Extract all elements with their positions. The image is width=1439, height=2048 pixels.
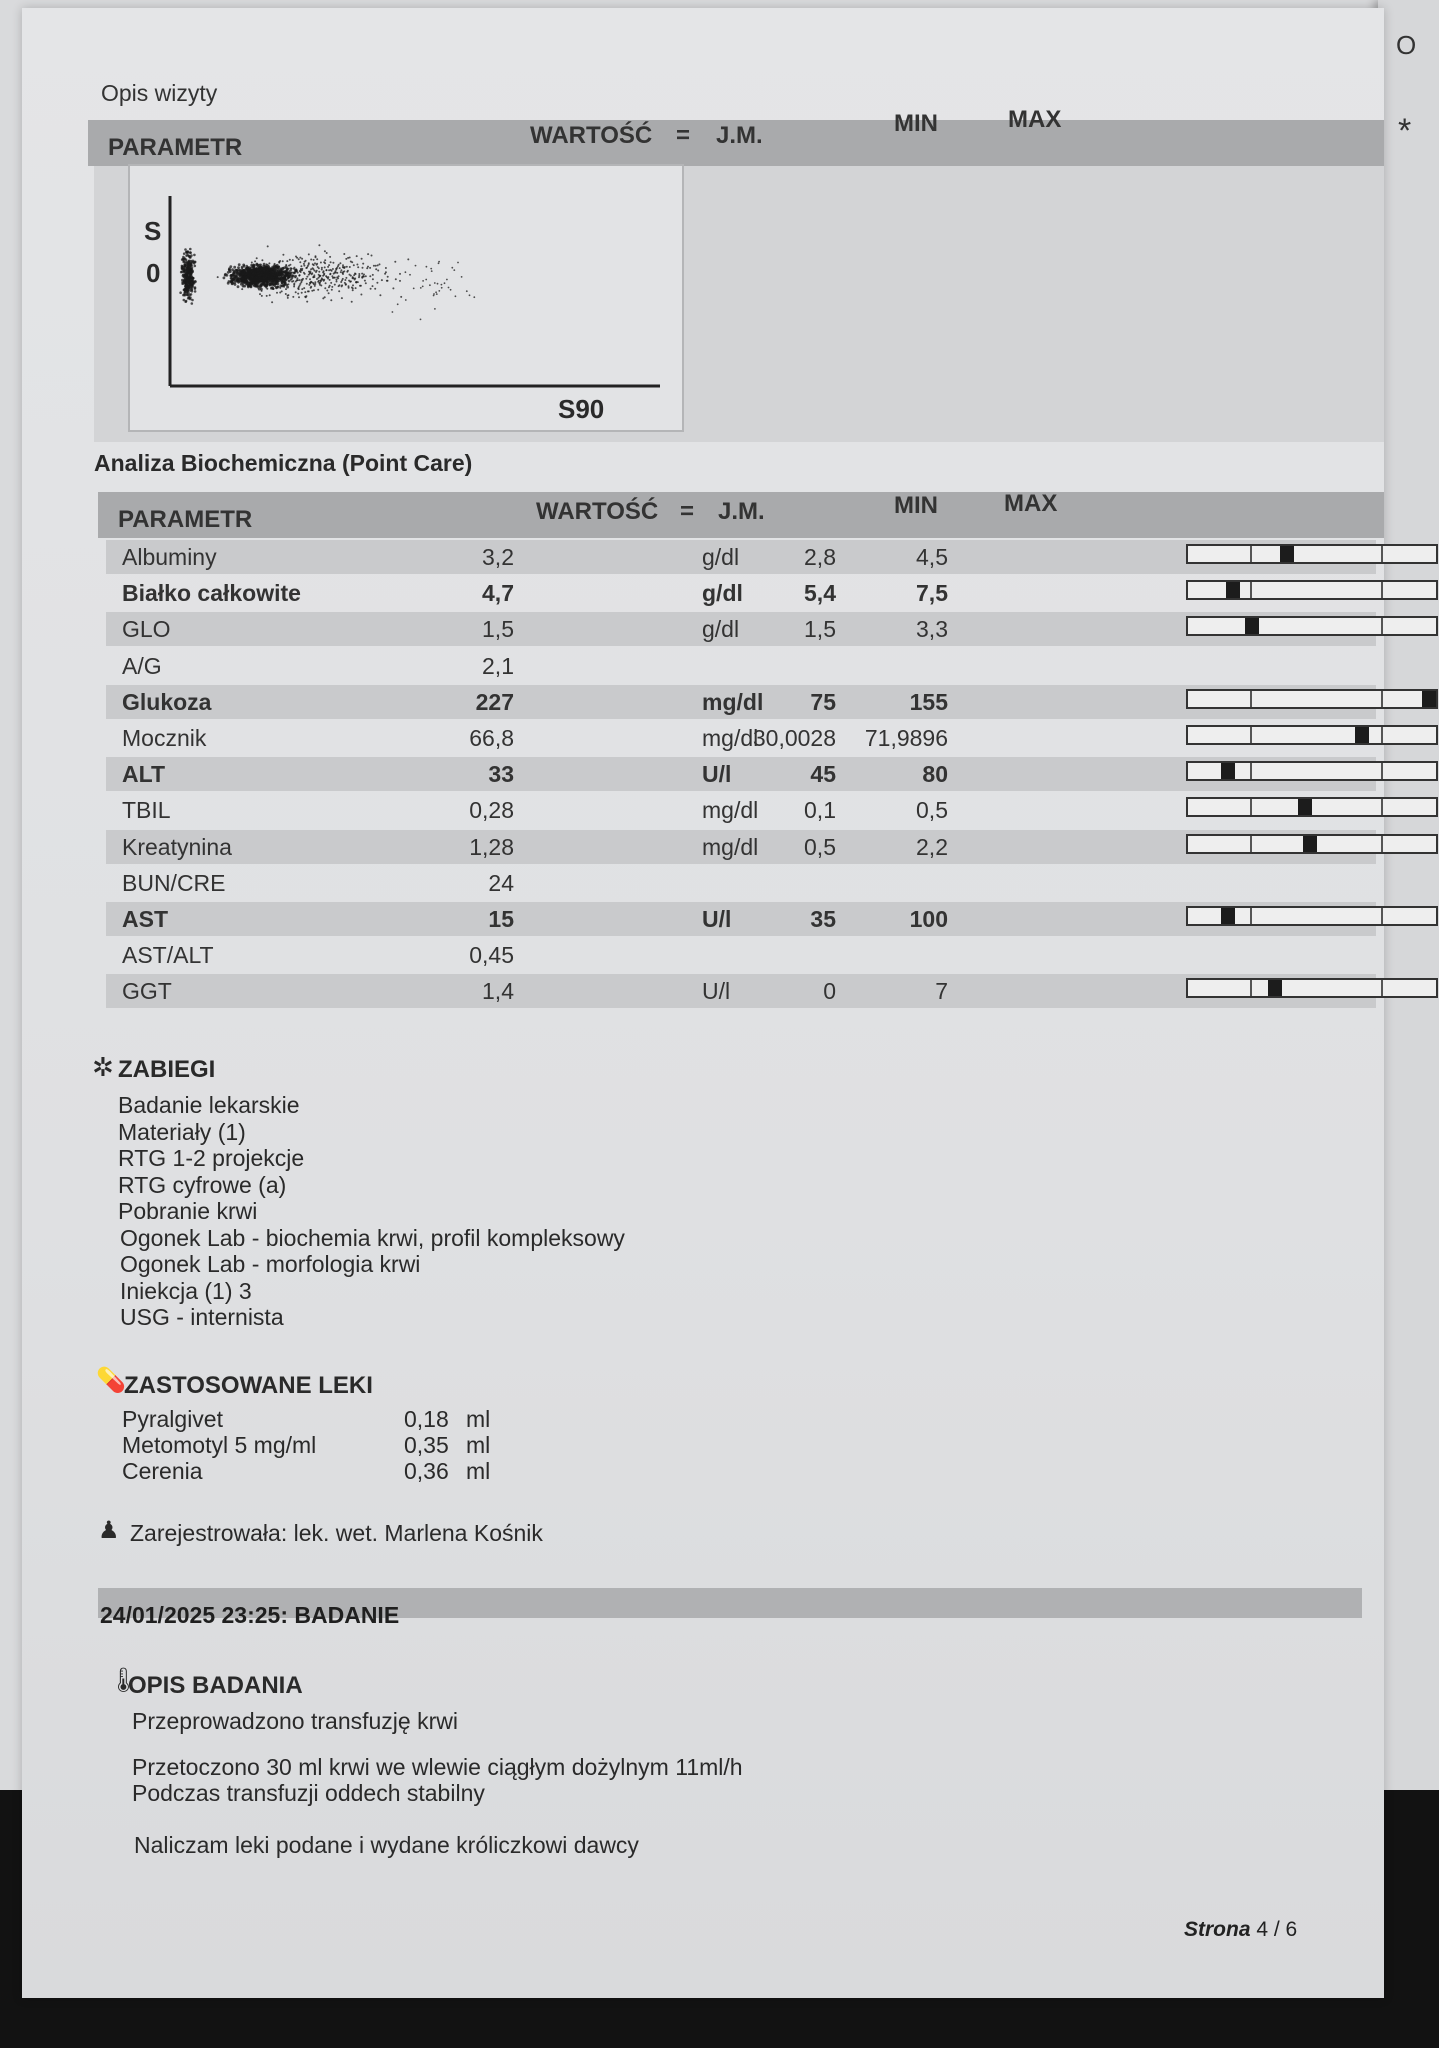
cell-max: 4,5 [916, 544, 948, 570]
cell-name: Glukoza [122, 688, 212, 715]
drug-name: Cerenia [122, 1458, 203, 1484]
table-row [106, 649, 1376, 683]
range-tick [1381, 546, 1383, 562]
cell-max: 2,2 [916, 833, 948, 860]
range-marker [1298, 799, 1312, 815]
cell-unit: mg/dl [702, 833, 759, 860]
range-indicator [1186, 797, 1438, 817]
cell-value: 33 [488, 761, 514, 788]
table-row [106, 793, 1376, 827]
cell-max: 7 [935, 978, 948, 1005]
cell-name: TBIL [122, 797, 171, 824]
scatter-dots [179, 244, 475, 320]
range-indicator [1186, 834, 1438, 854]
biochem-header-max: MAX [1004, 490, 1058, 517]
cell-value: 15 [488, 906, 514, 932]
cell-name: AST/ALT [122, 942, 214, 969]
range-marker [1280, 546, 1294, 562]
cell-unit: g/dl [702, 616, 740, 643]
document-page [22, 8, 1384, 1998]
drug-name: Pyralgivet [122, 1406, 223, 1432]
range-marker [1303, 836, 1317, 852]
cell-name: GLO [122, 616, 171, 643]
cell-min: 5,4 [804, 580, 836, 607]
cell-name: Białko całkowite [122, 580, 301, 607]
table-row [106, 830, 1376, 864]
range-marker [1245, 618, 1259, 634]
cell-name: GGT [122, 978, 172, 1005]
table-row [106, 612, 1376, 646]
scatter-y-label-0: 0 [146, 258, 161, 288]
cell-name: AST [122, 906, 168, 932]
cell-min: 75 [810, 688, 836, 715]
range-marker [1355, 727, 1369, 743]
range-tick [1381, 980, 1383, 996]
cell-max: 80 [922, 761, 948, 788]
table-row [106, 938, 1376, 972]
range-indicator [1186, 580, 1438, 600]
range-tick [1381, 727, 1383, 743]
cell-unit: g/dl [702, 580, 743, 607]
header-unit: J.M. [716, 122, 763, 149]
range-indicator [1186, 689, 1438, 709]
user-icon: ♟ [98, 1517, 120, 1544]
cell-unit: U/l [702, 978, 731, 1005]
table-row [106, 757, 1376, 791]
cell-max: 100 [909, 906, 948, 932]
cell-min: 35 [810, 906, 836, 932]
header-param: PARAMETR [108, 134, 243, 161]
drug-name: Metomotyl 5 mg/ml [122, 1432, 317, 1458]
thermometer-icon: 🌡 [108, 1667, 139, 1694]
cell-name: ALT [122, 761, 166, 788]
cell-min: 2,8 [804, 544, 836, 570]
table-row [106, 576, 1376, 610]
page-number [1184, 1918, 1297, 1942]
range-marker [1221, 763, 1235, 779]
header-min: MIN [894, 110, 938, 137]
drug-amount: 0,35 [404, 1432, 449, 1458]
cell-value: 24 [488, 869, 514, 896]
range-tick [1381, 691, 1383, 707]
visit-description-label: Opis wizyty [101, 80, 218, 106]
header-eq: = [676, 122, 691, 149]
scatter-x-label: S90 [558, 394, 605, 424]
cell-min: 30,0028 [752, 725, 836, 751]
scatter-svg [130, 166, 682, 430]
cell-value: 0,45 [469, 942, 514, 969]
range-tick [1250, 727, 1252, 743]
cell-value: 66,8 [469, 725, 514, 751]
cell-min: 1,5 [804, 616, 836, 643]
cell-name: BUN/CRE [122, 869, 226, 896]
cell-value: 1,28 [469, 833, 514, 860]
cell-min: 0,1 [804, 797, 836, 824]
procedure-item: RTG cyfrowe (a) [118, 1171, 287, 1198]
cell-value: 1,4 [482, 978, 514, 1005]
procedure-item: Materiały (1) [118, 1118, 246, 1145]
range-marker [1422, 691, 1436, 707]
scatter-plot [128, 164, 684, 432]
biochem-header-param: PARAMETR [118, 506, 253, 533]
cell-max: 0,5 [916, 797, 948, 824]
cell-max: 7,5 [916, 580, 948, 607]
range-indicator [1186, 616, 1438, 636]
page-current: 4 [1256, 1918, 1269, 1941]
range-marker [1226, 582, 1240, 598]
range-tick [1250, 763, 1252, 779]
table-row [106, 902, 1376, 936]
exam-header: 24/01/2025 23:25: BADANIE [100, 1602, 400, 1628]
side-mark-o: O [1396, 30, 1417, 60]
range-indicator [1186, 725, 1438, 745]
exam-desc-line-2: Przetoczono 30 ml krwi we wlewie ciągłym dożylnym 11ml/h [132, 1754, 743, 1780]
registered-by: Zarejestrowała: lek. wet. Marlena Kośnik [130, 1520, 543, 1546]
cell-max: 71,9896 [864, 725, 948, 751]
procedure-item: Badanie lekarskie [118, 1092, 300, 1118]
range-marker [1268, 980, 1282, 996]
cell-value: 4,7 [482, 580, 514, 607]
procedure-item: Pobranie krwi [118, 1198, 258, 1224]
procedures-title: ZABIEGI [118, 1056, 216, 1083]
drug-pill-icon: 💊 [96, 1367, 126, 1394]
drug-unit: ml [466, 1406, 491, 1432]
cell-name: A/G [122, 652, 162, 679]
range-tick [1250, 836, 1252, 852]
cell-unit: g/dl [702, 544, 740, 570]
table-row [106, 721, 1376, 755]
drug-unit: ml [466, 1458, 491, 1484]
page-total: / 6 [1273, 1918, 1298, 1941]
range-tick [1381, 836, 1383, 852]
cell-max: 3,3 [916, 616, 948, 643]
biochem-header-unit: J.M. [718, 498, 765, 525]
procedure-item: Iniekcja (1) 3 [120, 1277, 252, 1304]
cell-name: Albuminy [122, 544, 217, 570]
header-value: WARTOŚĆ [530, 122, 653, 149]
range-tick [1250, 908, 1252, 924]
table-row [106, 540, 1376, 574]
exam-desc-line-4: Naliczam leki podane i wydane króliczkowi dawcy [134, 1832, 639, 1858]
cell-min: 0 [823, 978, 836, 1005]
range-indicator [1186, 761, 1438, 781]
cell-name: Kreatynina [122, 833, 232, 860]
cell-value: 227 [475, 688, 514, 715]
range-tick [1250, 691, 1252, 707]
range-tick [1381, 908, 1383, 924]
cell-unit: U/l [702, 906, 732, 932]
range-tick [1250, 799, 1252, 815]
drug-amount: 0,36 [404, 1458, 449, 1484]
cell-unit: mg/dl [702, 688, 764, 715]
cell-min: 45 [810, 761, 836, 788]
biochem-header-eq: = [680, 498, 695, 525]
table-row [106, 974, 1376, 1008]
cell-name: Mocznik [122, 725, 207, 751]
cell-unit: U/l [702, 761, 732, 788]
cell-max: 155 [909, 688, 948, 715]
range-tick [1250, 546, 1252, 562]
biochem-title: Analiza Biochemiczna (Point Care) [94, 450, 473, 476]
range-indicator [1186, 978, 1438, 998]
cell-value: 1,5 [482, 616, 514, 643]
exam-desc-line-1: Przeprowadzono transfuzję krwi [132, 1708, 458, 1734]
range-tick [1381, 582, 1383, 598]
biochem-header-value: WARTOŚĆ [536, 498, 659, 525]
cell-value: 2,1 [482, 652, 514, 679]
procedure-item: USG - internista [120, 1304, 284, 1330]
biochem-header-min: MIN [894, 492, 938, 519]
side-mark-star: * [1398, 112, 1412, 150]
range-tick [1250, 980, 1252, 996]
cell-value: 0,28 [469, 797, 514, 824]
drug-unit: ml [466, 1432, 491, 1458]
table-row [106, 685, 1376, 719]
range-marker [1221, 908, 1235, 924]
exam-desc-title: OPIS BADANIA [128, 1672, 303, 1699]
cell-unit: mg/dl [702, 725, 759, 751]
page-label: Strona [1184, 1918, 1251, 1941]
procedure-item: RTG 1-2 projekcje [118, 1145, 305, 1171]
scatter-y-label-s: S [144, 216, 162, 246]
range-indicator [1186, 544, 1438, 564]
procedures-icon: ✲ [92, 1052, 114, 1082]
cell-value: 3,2 [482, 544, 514, 570]
header-max: MAX [1008, 106, 1062, 133]
range-tick [1381, 618, 1383, 634]
cell-min: 0,5 [804, 833, 836, 860]
drugs-title: ZASTOSOWANE LEKI [124, 1372, 373, 1399]
procedure-item: Ogonek Lab - morfologia krwi [120, 1251, 421, 1277]
cell-unit: mg/dl [702, 797, 759, 824]
range-tick [1250, 582, 1252, 598]
table-row [106, 866, 1376, 900]
exam-desc-line-3: Podczas transfuzji oddech stabilny [132, 1780, 485, 1806]
range-indicator [1186, 906, 1438, 926]
drug-amount: 0,18 [404, 1406, 449, 1432]
range-tick [1381, 763, 1383, 779]
range-tick [1381, 799, 1383, 815]
procedure-item: Ogonek Lab - biochemia krwi, profil kompleksowy [120, 1224, 625, 1251]
